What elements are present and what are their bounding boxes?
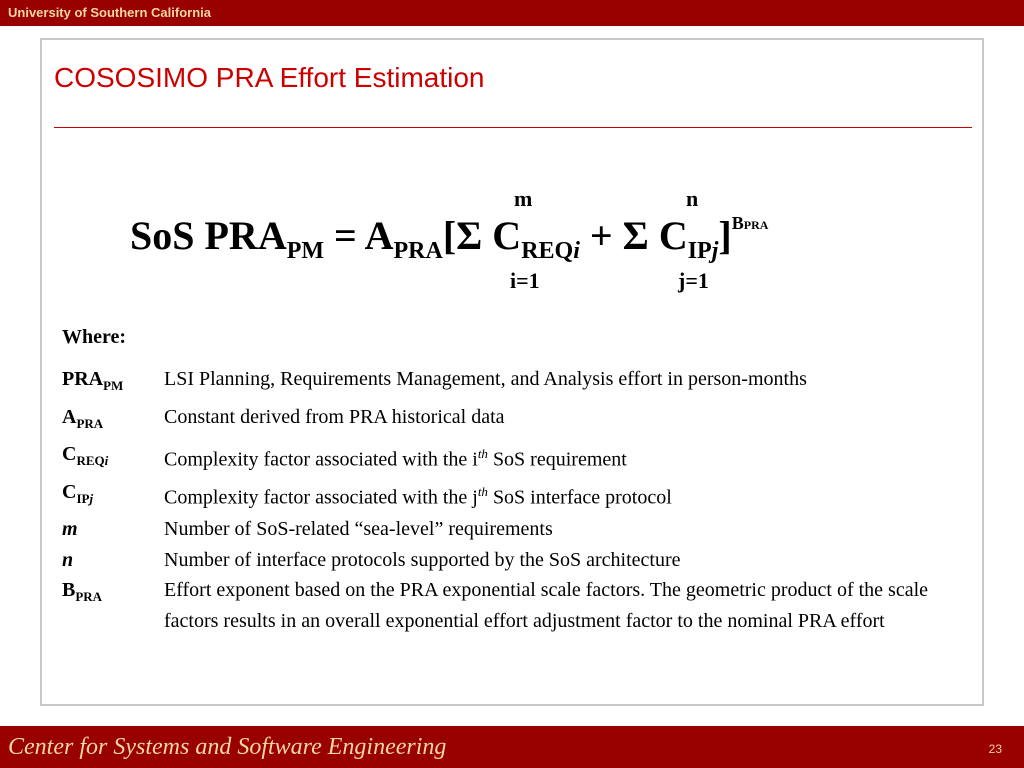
- def-symbol: PRA: [62, 368, 104, 390]
- def-symbol: n: [62, 548, 74, 571]
- def-symbol: C: [62, 480, 77, 503]
- def-symbol: C: [62, 443, 77, 465]
- def-description: Number of interface protocols supported by the SoS architecture: [164, 548, 681, 571]
- title-rule: [54, 127, 972, 128]
- eq-lhs-sub: PM: [286, 238, 325, 264]
- def-symbol: A: [62, 405, 77, 428]
- def-symbol: m: [62, 518, 78, 540]
- def-symbol-sub: PRA: [76, 415, 104, 431]
- where-label: Where:: [62, 326, 127, 348]
- definition-row: [62, 514, 962, 545]
- def-description: LSI Planning, Requirements Management, and Analysis effort in person-months: [164, 368, 807, 390]
- eq-equals-a: = A: [324, 213, 394, 258]
- definition-row: [62, 575, 962, 636]
- sum-upper-limit-n: n: [686, 186, 699, 211]
- eq-open-sum: [Σ C: [442, 213, 522, 258]
- def-description: Complexity factor associated with the $j^{th}$ SoS interface protocol: [164, 483, 672, 509]
- header-bar: [0, 0, 1024, 26]
- page-number: 23: [988, 742, 1002, 756]
- footer-bar: [0, 726, 1024, 768]
- definition-row: [62, 439, 962, 477]
- sum-lower-limit-j: j=1: [678, 268, 709, 293]
- def-symbol-sub: REQi: [76, 453, 109, 468]
- def-description: Number of SoS-related “sea-level” requirements: [164, 518, 553, 540]
- definitions-list: [62, 364, 962, 636]
- definition-row: [62, 545, 962, 576]
- def-symbol-sub: IPj: [76, 490, 94, 506]
- eq-close: ]: [718, 213, 732, 258]
- definition-row: [62, 477, 962, 515]
- eq-creq-sub: REQi: [521, 238, 580, 264]
- eq-exponent: BPRA: [731, 213, 769, 233]
- eq-lhs: SoS PRA: [130, 213, 287, 258]
- effort-equation: [130, 212, 768, 265]
- def-description: Effort exponent based on the PRA exponential scale factors. The geometric product of the scale factors results in an overall exponential effort adjustment factor to the nominal PRA effort: [164, 579, 929, 632]
- definition-row: [62, 364, 962, 402]
- def-description: Complexity factor associated with the $i^{th}$ SoS requirement: [164, 446, 627, 471]
- footer-center-name: Center for Systems and Software Engineering: [8, 734, 447, 760]
- def-symbol-sub: PRA: [75, 589, 103, 604]
- def-description: Constant derived from PRA historical data: [164, 405, 505, 428]
- eq-a-sub: PRA: [393, 238, 443, 264]
- eq-plus-sum: + Σ C: [579, 213, 688, 258]
- slide-title: COSOSIMO PRA Effort Estimation: [54, 62, 485, 93]
- sum-upper-limit-m: m: [514, 186, 533, 211]
- definition-row: [62, 402, 962, 440]
- def-symbol-sub: PM: [103, 378, 124, 393]
- sum-lower-limit-i: i=1: [510, 268, 540, 293]
- university-name: University of Southern California: [8, 5, 211, 20]
- def-symbol: B: [62, 579, 76, 601]
- eq-cip-sub: IPj: [687, 238, 719, 264]
